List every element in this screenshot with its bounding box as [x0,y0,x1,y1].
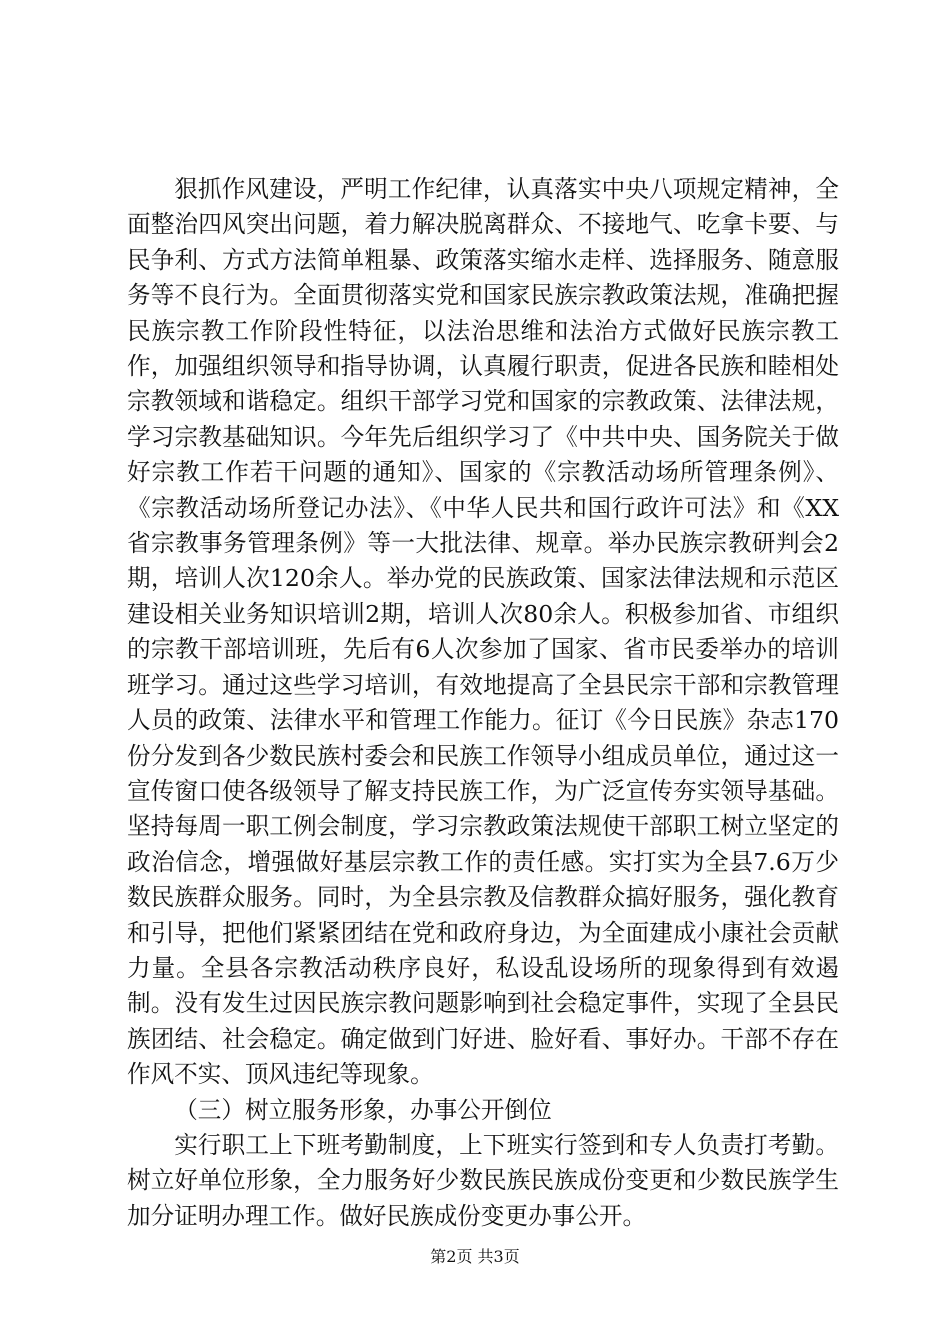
paragraph: 狠抓作风建设，严明工作纪律，认真落实中央八项规定精神，全面整治四风突出问题，着力解决脱离群众、不接地气、吃拿卡要、与民争利、方式方法简单粗暴、政策落实缩水走样、选择服务、随意服务等不良行为。全面贯彻落实党和国家民族宗教政策法规，准确把握民族宗教工作阶段性特征，以法治思维和法治方式做好民族宗教工作，加强组织领导和指导协调，认真履行职责，促进各民族和睦相处宗教领域和谐稳定。组织干部学习党和国家的宗教政策、法律法规，学习宗教基础知识。今年先后组织学习了《中共中央、国务院关于做好宗教工作若干问题的通知》、国家的《宗教活动场所管理条例》、《宗教活动场所登记办法》、《中华人民共和国行政许可法》和《XX省宗教事务管理条例》等一大批法律、规章。举办民族宗教研判会2期，培训人次120余人。举办党的民族政策、国家法律法规和示范区建设相关业务知识培训2期，培训人次80余人。积极参加省、市组织的宗教干部培训班，先后有6人次参加了国家、省市民委举办的培训班学习。通过这些学习培训，有效地提高了全县民宗干部和宗教管理人员的政策、法律水平和管理工作能力。征订《今日民族》杂志170份分发到各少数民族村委会和民族工作领导小组成员单位，通过这一宣传窗口使各级领导了解支持民族工作，为广泛宣传夯实领导基础。坚持每周一职工例会制度，学习宗教政策法规使干部职工树立坚定的政治信念，增强做好基层宗教工作的责任感。实打实为全县7.6万少数民族群众服务。同时，为全县宗教及信教群众搞好服务，强化教育和引导，把他们紧紧团结在党和政府身边，为全面建成小康社会贡献力量。全县各宗教活动秩序良好，私设乱设场所的现象得到有效遏制。没有发生过因民族宗教问题影响到社会稳定事件，实现了全县民族团结、社会稳定。确定做到门好进、脸好看、事好办。干部不存在作风不实、顶风违纪等现象。 [127,175,839,1089]
paragraph: 实行职工上下班考勤制度，上下班实行签到和专人负责打考勤。树立好单位形象，全力服务好少数民族民族成份变更和少数民族学生加分证明办理工作。做好民族成份变更办事公开。 [127,1130,839,1230]
page-footer: 第2页 共3页 [430,1247,520,1266]
document-body [127,172,839,1234]
section-heading: （三）树立服务形象，办事公开倒位 [174,1095,552,1124]
